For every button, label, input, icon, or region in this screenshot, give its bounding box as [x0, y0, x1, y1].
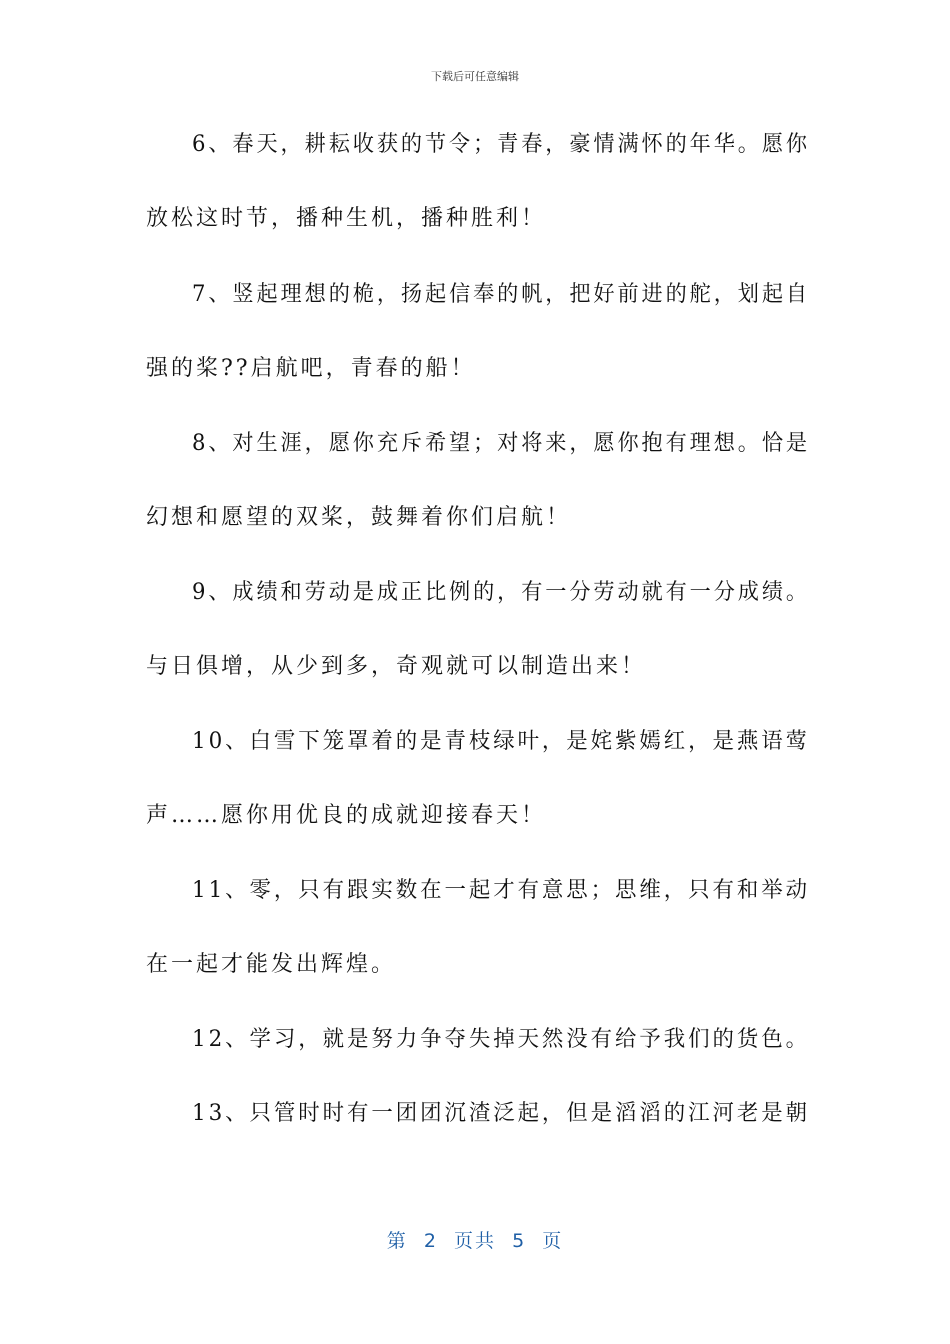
paragraph-7-line-2: 强的桨??启航吧，青春的船！ — [146, 356, 476, 381]
page-footer-page-number: 第 2 页共 5 页 — [386, 1230, 564, 1252]
paragraph-6-line-1: 6、春天，耕耘收获的节令；青春，豪情满怀的年华。愿你 — [192, 132, 810, 157]
paragraph-9-line-1: 9、成绩和劳动是成正比例的，有一分劳动就有一分成绩。 — [192, 580, 810, 605]
page-header-note: 下载后可任意编辑 — [431, 70, 519, 83]
paragraph-6-line-2: 放松这时节，播种生机，播种胜利！ — [146, 206, 547, 231]
paragraph-10-line-1: 10、白雪下笼罩着的是青枝绿叶，是姹紫嫣红，是燕语莺 — [192, 729, 810, 754]
paragraph-13-line-1: 13、只管时时有一团团沉渣泛起，但是滔滔的江河老是朝 — [192, 1101, 810, 1126]
paragraph-9-line-2: 与日俱增，从少到多，奇观就可以制造出来！ — [146, 654, 647, 679]
paragraph-8-line-2: 幻想和愿望的双桨，鼓舞着你们启航！ — [146, 505, 572, 530]
paragraph-7-line-1: 7、竖起理想的桅，扬起信奉的帆，把好前进的舵，划起自 — [192, 282, 810, 307]
paragraph-10-line-2: 声……愿你用优良的成就迎接春天！ — [146, 803, 547, 828]
paragraph-11-line-1: 11、零，只有跟实数在一起才有意思；思维，只有和举动 — [192, 878, 810, 903]
paragraph-8-line-1: 8、对生涯，愿你充斥希望；对将来，愿你抱有理想。恰是 — [192, 431, 810, 456]
paragraph-11-line-2: 在一起才能发出辉煌。 — [146, 952, 397, 977]
paragraph-12-line-1: 12、学习，就是努力争夺失掉天然没有给予我们的货色。 — [192, 1027, 810, 1052]
